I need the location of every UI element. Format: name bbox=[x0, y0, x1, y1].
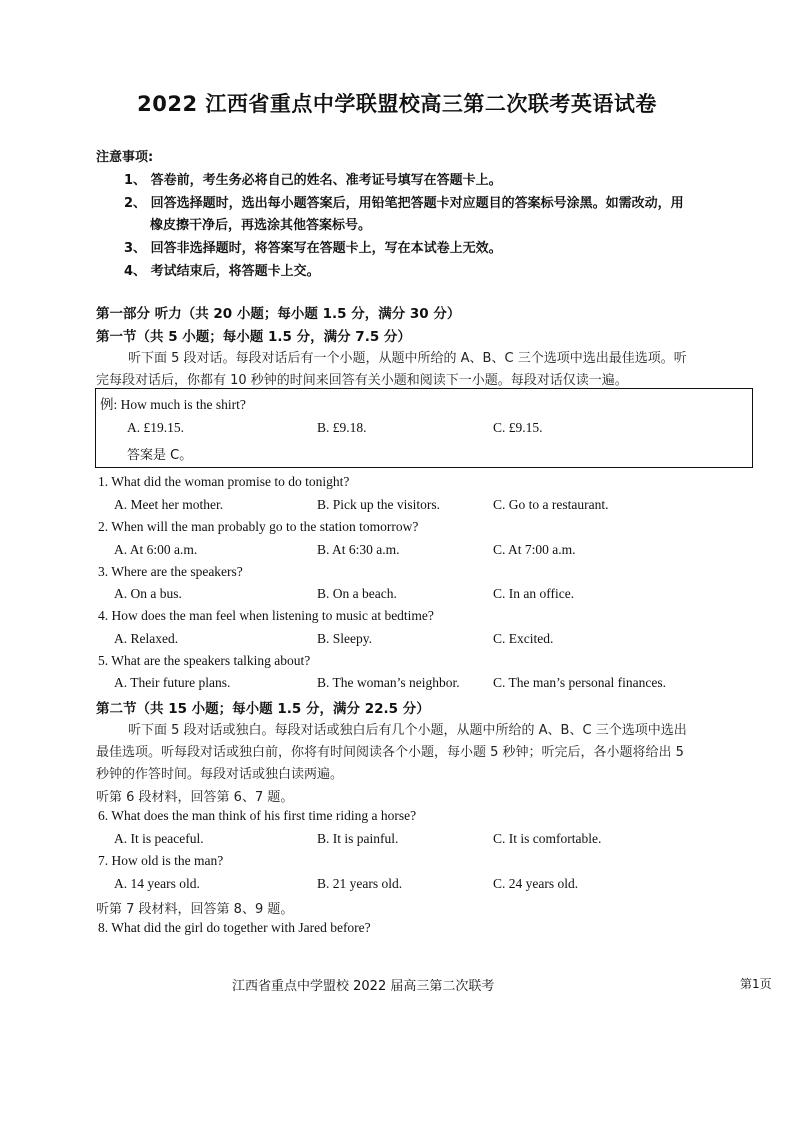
question-1: 1. What did the woman promise to do tonight? bbox=[98, 474, 350, 489]
page-number: 第1页 bbox=[740, 977, 772, 991]
notice-item-2: 2、 回答选择题时，选出每小题答案后，用铅笔把答题卡对应题目的答案标号涂黑。如需改动，用 bbox=[124, 196, 684, 211]
q4-option-b: B. Sleepy. bbox=[317, 631, 372, 646]
q3-option-b: B. On a beach. bbox=[317, 586, 397, 601]
notice-item-4: 4、 考试结束后，将答题卡上交。 bbox=[124, 264, 320, 279]
part1-heading: 第一部分 听力（共 20 小题；每小题 1.5 分，满分 30 分） bbox=[96, 306, 461, 322]
q3-option-a: A. On a bus. bbox=[114, 586, 182, 601]
page-title: 2022 江西省重点中学联盟校高三第二次联考英语试卷 bbox=[137, 92, 657, 116]
q6-option-b: B. It is painful. bbox=[317, 831, 399, 846]
q7-option-a: A. 14 years old. bbox=[114, 876, 200, 891]
q5-option-c: C. The man’s personal finances. bbox=[493, 675, 666, 690]
question-7: 7. How old is the man? bbox=[98, 853, 224, 868]
notice-item-1: 1、 答卷前，考生务必将自己的姓名、准考证号填写在答题卡上。 bbox=[124, 173, 502, 188]
example-question: 例: How much is the shirt? bbox=[100, 397, 246, 412]
q1-option-c: C. Go to a restaurant. bbox=[493, 497, 609, 512]
section1-heading: 第一节（共 5 小题；每小题 1.5 分，满分 7.5 分） bbox=[96, 329, 411, 345]
example-option-c: C. £9.15. bbox=[493, 420, 543, 435]
notice-item-3: 3、 回答非选择题时，将答案写在答题卡上，写在本试卷上无效。 bbox=[124, 241, 502, 256]
footer-text: 江西省重点中学盟校 2022 届高三第二次联考 bbox=[232, 979, 495, 994]
q7-option-c: C. 24 years old. bbox=[493, 876, 579, 891]
section1-instructions-line1: 听下面 5 段对话。每段对话后有一个小题，从题中所给的 A、B、C 三个选项中选出最佳选项。听 bbox=[128, 351, 687, 366]
q2-option-a: A. At 6:00 a.m. bbox=[114, 542, 198, 557]
material-6-note: 听第 6 段材料，回答第 6、7 题。 bbox=[96, 790, 294, 805]
question-3: 3. Where are the speakers? bbox=[98, 564, 243, 579]
q2-option-b: B. At 6:30 a.m. bbox=[317, 542, 400, 557]
material-7-note: 听第 7 段材料，回答第 8、9 题。 bbox=[96, 902, 294, 917]
question-6: 6. What does the man think of his first time riding a horse? bbox=[98, 808, 417, 823]
q6-option-c: C. It is comfortable. bbox=[493, 831, 602, 846]
q5-option-a: A. Their future plans. bbox=[114, 675, 231, 690]
section2-instructions-line2: 最佳选项。听每段对话或独白前，你将有时间阅读各个小题，每小题 5 秒钟；听完后，各小题将给出 5 bbox=[96, 745, 684, 760]
question-8: 8. What did the girl do together with Jared before? bbox=[98, 920, 371, 935]
section2-instructions-line1: 听下面 5 段对话或独白。每段对话或独白后有几个小题，从题中所给的 A、B、C 三个选项中选出 bbox=[128, 723, 687, 738]
section1-instructions-line2: 完每段对话后，你都有 10 秒钟的时间来回答有关小题和阅读下一小题。每段对话仅读一遍。 bbox=[96, 373, 628, 388]
example-option-a: A. £19.15. bbox=[127, 420, 184, 435]
example-option-b: B. £9.18. bbox=[317, 420, 367, 435]
question-5: 5. What are the speakers talking about? bbox=[98, 653, 311, 668]
q3-option-c: C. In an office. bbox=[493, 586, 575, 601]
notice-heading: 注意事项: bbox=[96, 150, 154, 165]
q6-option-a: A. It is peaceful. bbox=[114, 831, 204, 846]
notice-item-2-cont: 橡皮擦干净后，再选涂其他答案标号。 bbox=[150, 218, 372, 233]
q1-option-b: B. Pick up the visitors. bbox=[317, 497, 441, 512]
section2-heading: 第二节（共 15 小题；每小题 1.5 分，满分 22.5 分） bbox=[96, 701, 430, 717]
section2-instructions-line3: 秒钟的作答时间。每段对话或独白读两遍。 bbox=[96, 767, 344, 782]
q7-option-b: B. 21 years old. bbox=[317, 876, 403, 891]
q1-option-a: A. Meet her mother. bbox=[114, 497, 224, 512]
q4-option-c: C. Excited. bbox=[493, 631, 554, 646]
question-4: 4. How does the man feel when listening to music at bedtime? bbox=[98, 608, 434, 623]
q2-option-c: C. At 7:00 a.m. bbox=[493, 542, 576, 557]
question-2: 2. When will the man probably go to the station tomorrow? bbox=[98, 519, 419, 534]
q5-option-b: B. The woman’s neighbor. bbox=[317, 675, 460, 690]
example-answer: 答案是 C。 bbox=[127, 448, 193, 463]
q4-option-a: A. Relaxed. bbox=[114, 631, 179, 646]
